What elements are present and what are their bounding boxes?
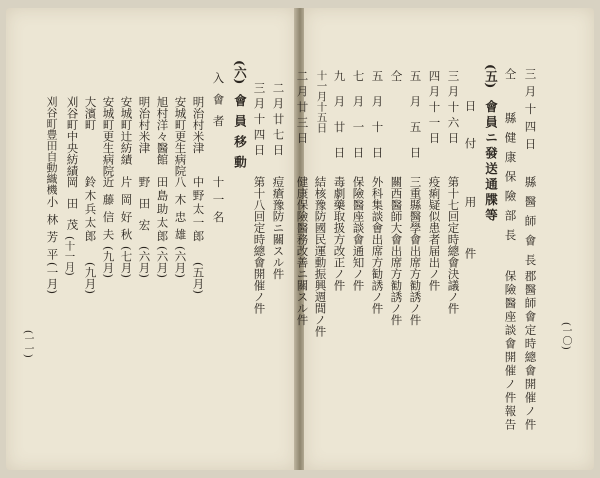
member5-name: 片岡好秋 [119, 176, 134, 246]
item8-date: 十一月十五日 [315, 70, 328, 133]
item3-date: 五月五日 [408, 70, 423, 172]
column-header-date: 日付 [463, 100, 478, 175]
member7-name: 鈴木兵太郎 [83, 176, 98, 244]
top-item2-subject: 第十八回定時總會開催ノ件 [252, 176, 267, 314]
section6-title: 會員移動 [232, 94, 248, 176]
top-item1-date: 二月廿七日 [271, 82, 286, 160]
member1-month: (五月) [191, 262, 206, 294]
item5-date: 五月十日 [370, 70, 385, 172]
member9-month: (一月) [45, 262, 60, 294]
item8-subject: 結核豫防國民運動振興週間ノ件 [313, 176, 328, 337]
member3-location: 旭村洋々醫館 [155, 96, 170, 165]
new-members-count: 十一名 [211, 176, 226, 229]
new-members-label: 入會者 [211, 72, 226, 137]
member6-name: 近藤信夫 [101, 176, 116, 246]
item6-subject: 保險醫座談會通知ノ件 [351, 176, 366, 291]
row2-subject: 保險醫座談會開催ノ件報告 [503, 270, 518, 432]
row2-from: 縣健康保險部長 [503, 112, 518, 249]
member8-location: 刈谷町中央紡績 [65, 96, 80, 177]
member5-month: (七月) [119, 246, 134, 278]
member7-month: (九月) [83, 262, 98, 294]
member9-location: 刈谷町豊田自動織機 [45, 96, 58, 195]
item9-date: 二月廿三日 [295, 70, 310, 148]
member9-name: 小林芳平 [45, 196, 60, 266]
member2-name: 八木忠雄 [173, 176, 188, 246]
item1-date: 三月十六日 [446, 70, 461, 148]
item7-date: 九月廿日 [332, 70, 347, 172]
row1-subject: 郡醫師會定時總會開催ノ件 [523, 270, 538, 432]
member5-location: 安城町辻紡績 [119, 96, 134, 165]
item1-subject: 第十七回定時總會決議ノ件 [446, 176, 461, 314]
item5-subject: 外科集談會出席方勧誘ノ件 [370, 176, 385, 314]
item6-date: 七月一日 [351, 70, 366, 172]
item4-date: 仝 [389, 70, 404, 82]
item9-subject: 健康保險醫務改善ニ關スル件 [295, 176, 310, 326]
column-header-subject: 用件 [463, 196, 478, 299]
member2-location: 安城町更生病院 [173, 96, 188, 177]
row2-date: 仝 [503, 68, 518, 80]
member8-month: (十一月) [63, 236, 76, 276]
member8-name: 岡田茂 [65, 176, 80, 241]
item2-subject: 疫痢疑似患者届出ノ件 [427, 176, 442, 291]
section5-title: 會員ニ發送通牒等 [483, 100, 499, 224]
member1-location: 明治村米津 [191, 96, 206, 154]
member6-location: 安城町更生病院 [101, 96, 116, 177]
item3-subject: 三重縣醫學會出席方勧誘ノ件 [408, 176, 423, 326]
page-number-left: (一一) [22, 330, 33, 358]
member3-name: 田島助太郎 [155, 176, 170, 244]
row1-date: 三月十四日 [523, 68, 538, 156]
member6-month: (九月) [101, 246, 116, 278]
member4-month: (六月) [137, 246, 152, 278]
section5-number: (五) [483, 64, 499, 89]
member1-name: 中野太一郎 [191, 176, 206, 244]
item2-date: 四月十一日 [427, 70, 442, 148]
top-item1-subject: 痘瘡豫防ニ關スル件 [271, 176, 286, 280]
member2-month: (六月) [173, 246, 188, 278]
member7-location: 大濱町 [83, 96, 98, 131]
item7-subject: 毒劇藥取扱方改正ノ件 [332, 176, 347, 291]
member4-name: 野田宏 [137, 176, 152, 241]
page-number-right: (一〇) [560, 322, 571, 350]
member3-month: (六月) [155, 246, 170, 278]
row1-from: 縣醫師會長 [523, 176, 538, 274]
member4-location: 明治村米津 [137, 96, 152, 154]
item4-subject: 關西醫師大會出席方勧誘ノ件 [389, 176, 404, 326]
section6-number: (六) [232, 60, 248, 85]
top-item2-date: 三月十四日 [252, 82, 267, 160]
